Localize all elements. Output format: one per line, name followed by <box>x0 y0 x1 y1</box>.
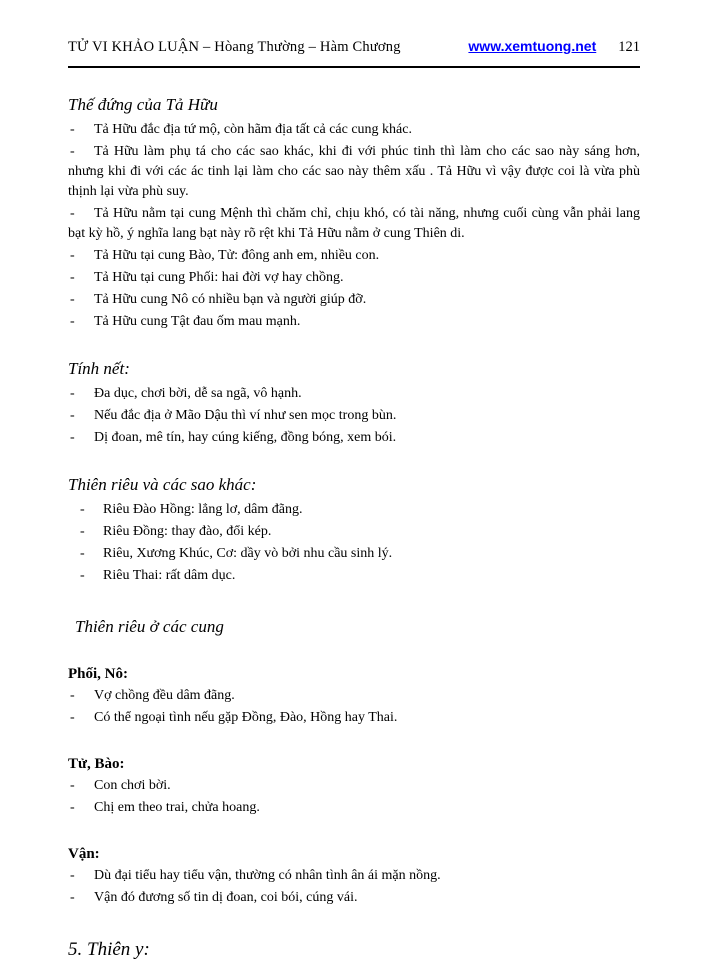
bullet-dash: - <box>70 868 75 883</box>
list-item <box>68 142 640 202</box>
list-item-text: Riêu Đào Hồng: lẳng lơ, dâm đãng. <box>103 502 303 517</box>
list-item-text: Dị đoan, mê tín, hay cúng kiếng, đồng bóng, xem bói. <box>94 430 397 445</box>
list-item <box>68 708 640 728</box>
bullet-dash: - <box>80 502 85 517</box>
list-item-text: Con chơi bời. <box>94 778 171 793</box>
bullet-dash: - <box>70 314 75 329</box>
list-item-text: Tả Hữu cung Nô có nhiều bạn và người giúp đỡ. <box>94 292 367 307</box>
list-item <box>68 384 640 404</box>
section <box>68 94 640 332</box>
list-item <box>68 566 640 586</box>
bullet-dash: - <box>70 890 75 905</box>
list-item <box>68 406 640 426</box>
page-number: 121 <box>618 39 640 55</box>
section <box>68 844 640 908</box>
list-item-text: Tả Hữu đắc địa tứ mộ, còn hãm địa tất cả các cung khác. <box>94 122 412 137</box>
section-heading: Tử, Bào: <box>68 756 125 772</box>
list-item-text: Riêu Đồng: thay đào, đổi kép. <box>103 524 272 539</box>
list-item <box>68 428 640 448</box>
bullet-dash: - <box>80 546 85 561</box>
section-heading: 5. Thiên y: <box>68 939 150 960</box>
bullet-dash: - <box>70 122 75 137</box>
list-item <box>68 290 640 310</box>
list-item-text: Tả Hữu cung Tật đau ốm mau mạnh. <box>94 314 301 329</box>
bullet-dash: - <box>80 524 85 539</box>
page-header <box>68 38 640 68</box>
list-item-text: Vận đó đương số tin dị đoan, coi bói, cúng vái. <box>94 890 358 905</box>
bullet-dash: - <box>70 800 75 815</box>
bullet-dash: - <box>70 710 75 725</box>
list-item <box>68 544 640 564</box>
list-item-text: Riêu Thai: rất dâm dục. <box>103 568 236 583</box>
list-item <box>68 204 640 244</box>
list-item <box>68 866 640 886</box>
list-item-text: Dù đại tiểu hay tiểu vận, thường có nhân tình ân ái mặn nồng. <box>94 868 441 883</box>
bullet-dash: - <box>70 778 75 793</box>
list-item-text: Tả Hữu tại cung Phối: hai đời vợ hay chồng. <box>94 270 344 285</box>
list-item-text: Nếu đắc địa ở Mão Dậu thì ví như sen mọc trong bùn. <box>94 408 397 423</box>
list-item-text: Có thể ngoại tình nếu gặp Đồng, Đào, Hồng hay Thai. <box>94 710 398 725</box>
document-content <box>68 94 640 962</box>
bullet-dash: - <box>70 292 75 307</box>
list-item <box>68 798 640 818</box>
bullet-dash: - <box>70 144 75 159</box>
bullet-dash: - <box>80 568 85 583</box>
list-item-text: Chị em theo trai, chửa hoang. <box>94 800 260 815</box>
bullet-dash: - <box>70 688 75 703</box>
bullet-dash: - <box>70 386 75 401</box>
bullet-dash: - <box>70 248 75 263</box>
list-item <box>68 246 640 266</box>
book-title: TỬ VI KHẢO LUẬN – Hòang Thường – Hàm Chương <box>68 39 401 55</box>
section-heading: Thế đứng của Tả Hữu <box>68 95 218 114</box>
list-item-text: Đa dục, chơi bời, dễ sa ngã, vô hạnh. <box>94 386 302 401</box>
section-heading: Phối, Nô: <box>68 666 128 682</box>
list-item-text: Riêu, Xương Khúc, Cơ: dầy vò bởi nhu cầu sinh lý. <box>103 546 393 561</box>
list-item <box>68 522 640 542</box>
section-heading: Tính nết: <box>68 359 130 378</box>
section <box>68 754 640 818</box>
list-item <box>68 888 640 908</box>
list-item <box>68 312 640 332</box>
header-right <box>468 38 640 56</box>
list-item <box>68 268 640 288</box>
bullet-dash: - <box>70 430 75 445</box>
section-heading: Vận: <box>68 846 100 862</box>
list-item <box>68 120 640 140</box>
list-item-text: Tả Hữu nằm tại cung Mệnh thì chăm chỉ, chịu khó, có tài năng, nhưng cuối cùng vẫn phải lang bạt kỳ hồ, ý nghĩa lang bạt này rõ rệt khi Tả Hữu nằm ở cung Thiên di. <box>68 206 640 241</box>
section <box>68 358 640 448</box>
list-item <box>68 686 640 706</box>
bullet-dash: - <box>70 270 75 285</box>
list-item-text: Tả Hữu làm phụ tá cho các sao khác, khi đi với phúc tinh thì làm cho các sao này sáng hơn, nhưng khi đi với các ác tinh lại làm cho các sao này thêm xấu . Tả Hữu vì vậy được coi là vừa phù thịnh lại vừa phù suy. <box>68 144 640 199</box>
section <box>68 474 640 586</box>
bullet-dash: - <box>70 408 75 423</box>
list-item-text: Tả Hữu tại cung Bào, Tử: đông anh em, nhiều con. <box>94 248 380 263</box>
bullet-dash: - <box>70 206 75 221</box>
section <box>68 616 640 638</box>
website-link[interactable]: www.xemtuong.net <box>468 38 597 54</box>
list-item <box>68 500 640 520</box>
section-heading: Thiên riêu ở các cung <box>75 617 224 636</box>
list-item-text: Vợ chồng đều dâm đãng. <box>94 688 235 703</box>
section-heading: Thiên riêu và các sao khác: <box>68 475 257 494</box>
section <box>68 664 640 728</box>
section <box>68 938 640 962</box>
list-item <box>68 776 640 796</box>
